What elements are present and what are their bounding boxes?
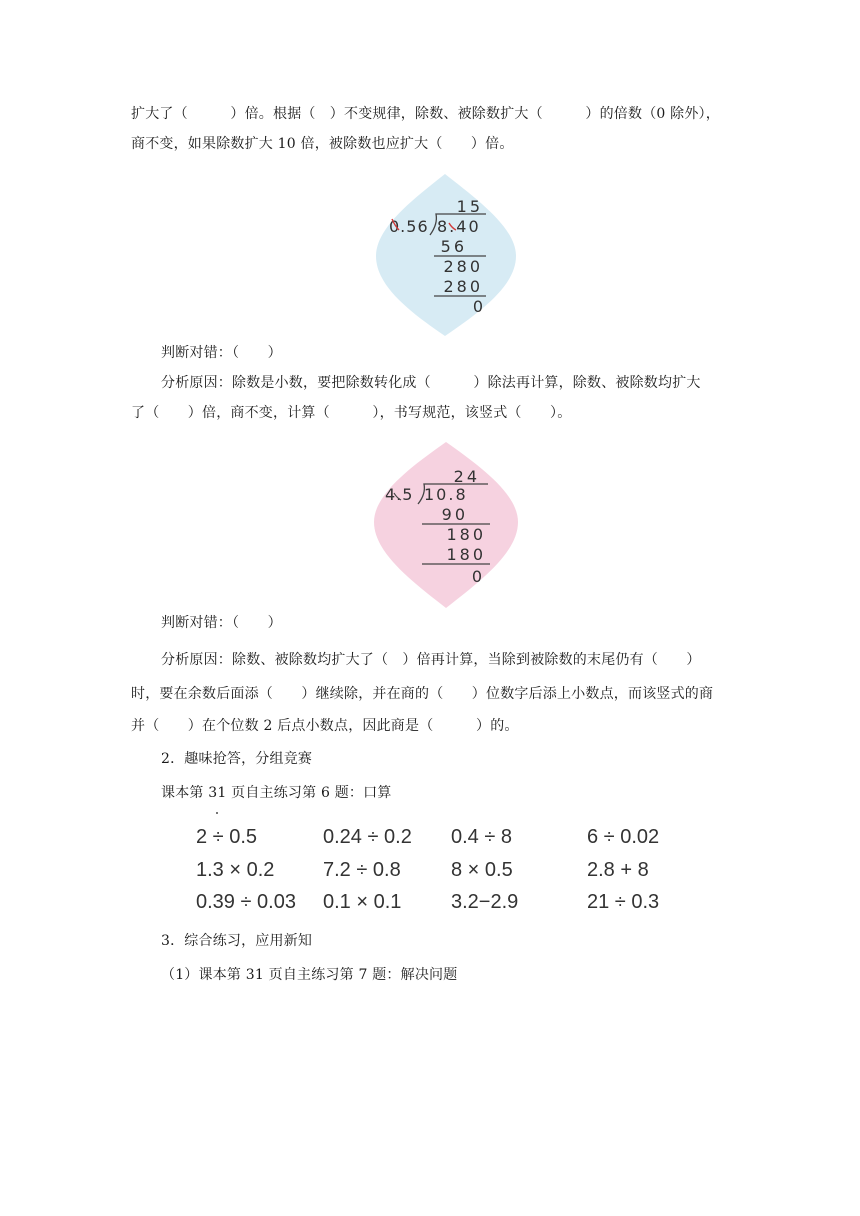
dividend-text: 10.8 bbox=[424, 485, 468, 504]
section-3-sub: （1）课本第 31 页自主练习第 7 题：解决问题 bbox=[161, 967, 458, 983]
calc-item: 0.39 ÷ 0.03 bbox=[196, 891, 296, 913]
section-2-sub: 课本第 31 页自主练习第 6 题：口算 bbox=[161, 785, 392, 801]
analysis-2-line-1: 分析原因：除数、被除数均扩大了（ ）倍再计算，当除到被除数的末尾仍有（ ） bbox=[161, 652, 701, 668]
step-2-text: 280 bbox=[443, 257, 483, 276]
stray-dot bbox=[216, 812, 218, 814]
section-3-heading: 3．综合练习，应用新知 bbox=[161, 933, 313, 949]
division-figure-2 bbox=[370, 440, 522, 610]
divisor-text: 4.5 bbox=[385, 485, 414, 504]
calc-item: 6 ÷ 0.02 bbox=[587, 826, 660, 848]
calc-item: 1.3 × 0.2 bbox=[196, 859, 275, 881]
dividend-text: 8.40 bbox=[437, 217, 481, 236]
quotient-text: 15 bbox=[456, 197, 483, 216]
remainder-text: 0 bbox=[471, 567, 482, 586]
step-3-text: 280 bbox=[443, 277, 483, 296]
calc-item: 0.24 ÷ 0.2 bbox=[323, 826, 412, 848]
calc-item: 2.8 + 8 bbox=[587, 859, 649, 881]
step-1-text: 56 bbox=[440, 237, 467, 256]
calc-item: 21 ÷ 0.3 bbox=[587, 891, 660, 913]
calc-item: 7.2 ÷ 0.8 bbox=[323, 859, 401, 881]
intro-line-2: 商不变，如果除数扩大 10 倍，被除数也应扩大（ ）倍。 bbox=[131, 136, 514, 152]
calc-item: 0.4 ÷ 8 bbox=[451, 826, 513, 848]
judge-2: 判断对错：（ ） bbox=[161, 615, 282, 631]
step-2-text: 180 bbox=[446, 525, 486, 544]
analysis-1-line-2: 了（ ）倍，商不变，计算（ ），书写规范，该竖式（ ）。 bbox=[131, 405, 572, 421]
calc-item: 8 × 0.5 bbox=[451, 859, 513, 881]
intro-line-1: 扩大了（ ）倍。根据（ ）不变规律，除数、被除数扩大（ ）的倍数（0 除外）， bbox=[131, 106, 720, 122]
calc-item: 2 ÷ 0.5 bbox=[196, 826, 258, 848]
section-2-heading: 2．趣味抢答，分组竞赛 bbox=[161, 751, 313, 767]
division-figure-1 bbox=[370, 172, 520, 338]
divisor-text: 0.56 bbox=[389, 217, 429, 236]
analysis-2-line-2: 时，要在余数后面添（ ）继续除，并在商的（ ）位数字后添上小数点，而该竖式的商 bbox=[131, 686, 714, 702]
remainder-text: 0 bbox=[472, 297, 483, 316]
calc-item: 0.1 × 0.1 bbox=[323, 891, 402, 913]
step-3-text: 180 bbox=[446, 545, 486, 564]
quotient-text: 24 bbox=[453, 467, 480, 486]
judge-1: 判断对错：（ ） bbox=[161, 345, 282, 361]
analysis-1-line-1: 分析原因：除数是小数，要把除数转化成（ ）除法再计算，除数、被除数均扩大 bbox=[161, 375, 701, 391]
calc-item: 3.2−2.9 bbox=[451, 891, 519, 913]
analysis-2-line-3: 并（ ）在个位数 2 后点小数点，因此商是（ ）的。 bbox=[131, 718, 519, 734]
step-1-text: 90 bbox=[441, 505, 468, 524]
